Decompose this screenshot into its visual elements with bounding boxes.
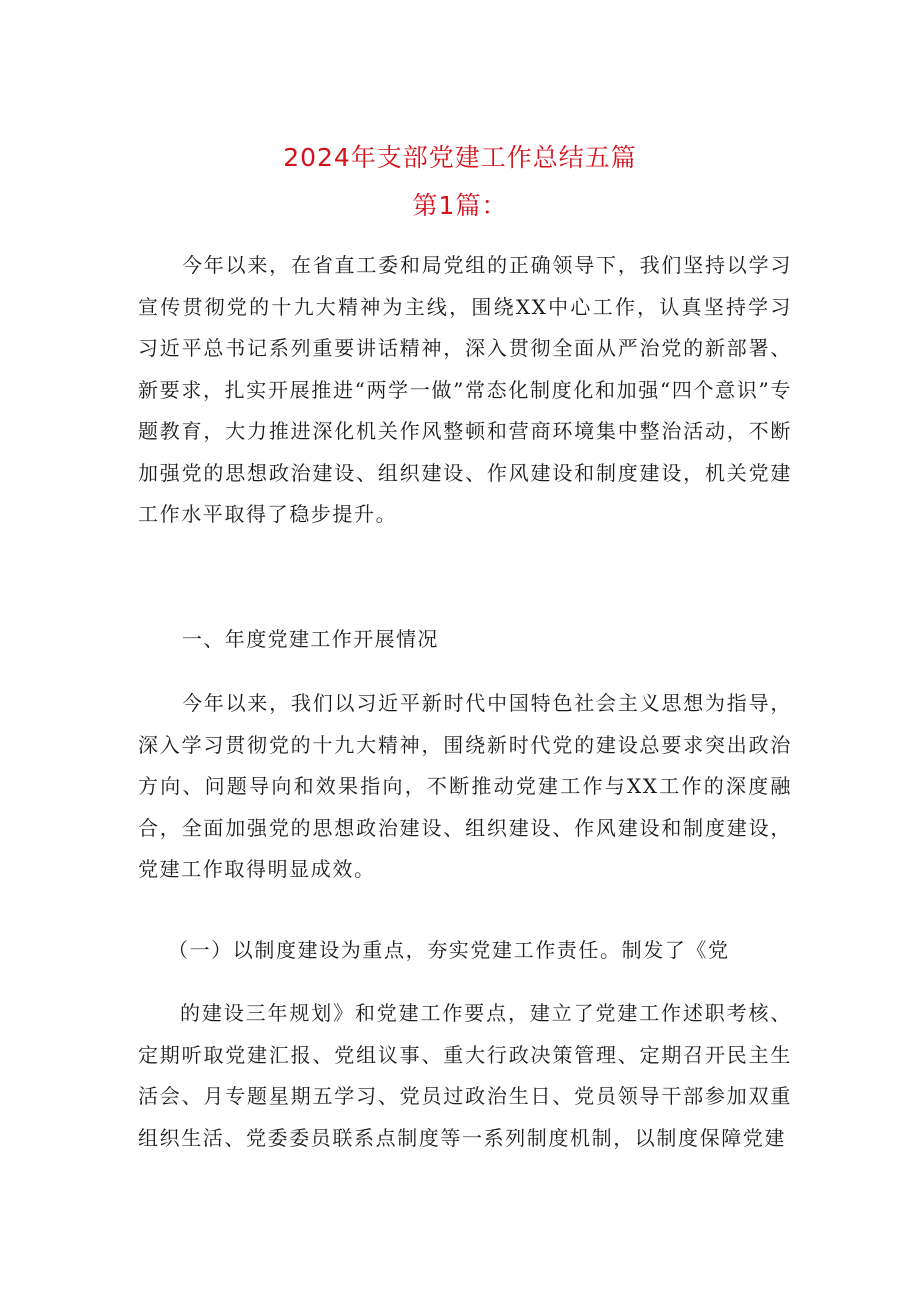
body-paragraph-2: 今年以来，我们以习近平新时代中国特色社会主义思想为指导，深入学习贯彻党的十九大精神，围绕新时代党的建设总要求突出政治方向、问题导向和效果指向，不断推动党建工作与XX工作的深度融合，全面加强党的思想政治建设、组织建设、作风建设和制度建设，党建工作取得明显成效。 — [138, 691, 792, 881]
body-paragraph-4: 的建设三年规划》和党建工作要点，建立了党建工作述职考核、定期听取党建汇报、党组议事、重大行政决策管理、定期召开民主生活会、月专题星期五学习、党员过政治生日、党员领导干部参加双重组织生活、党委委员联系点制度等一系列制度机制，以制度保障党建 — [138, 1001, 792, 1150]
document-subtitle: 第1篇： — [412, 191, 508, 220]
body-paragraph-1: 今年以来，在省直工委和局党组的正确领导下，我们坚持以学习宣传贯彻党的十九大精神为主线，围绕XX中心工作，认真坚持学习习近平总书记系列重要讲话精神，深入贯彻全面从严治党的新部署、新要求，扎实开展推进“两学一做”常态化制度化和加强“四个意识”专题教育，大力推进深化机关作风整顿和营商环境集中整治活动，不断加强党的思想政治建设、组织建设、作风建设和制度建设，机关党建工作水平取得了稳步提升。 — [138, 253, 792, 526]
document-title: 2024年支部党建工作总结五篇 — [283, 143, 637, 172]
body-paragraph-3: （一）以制度建设为重点，夯实党建工作责任。制发了《党 — [168, 938, 730, 962]
section-heading-1: 一、年度党建工作开展情况 — [182, 627, 439, 651]
